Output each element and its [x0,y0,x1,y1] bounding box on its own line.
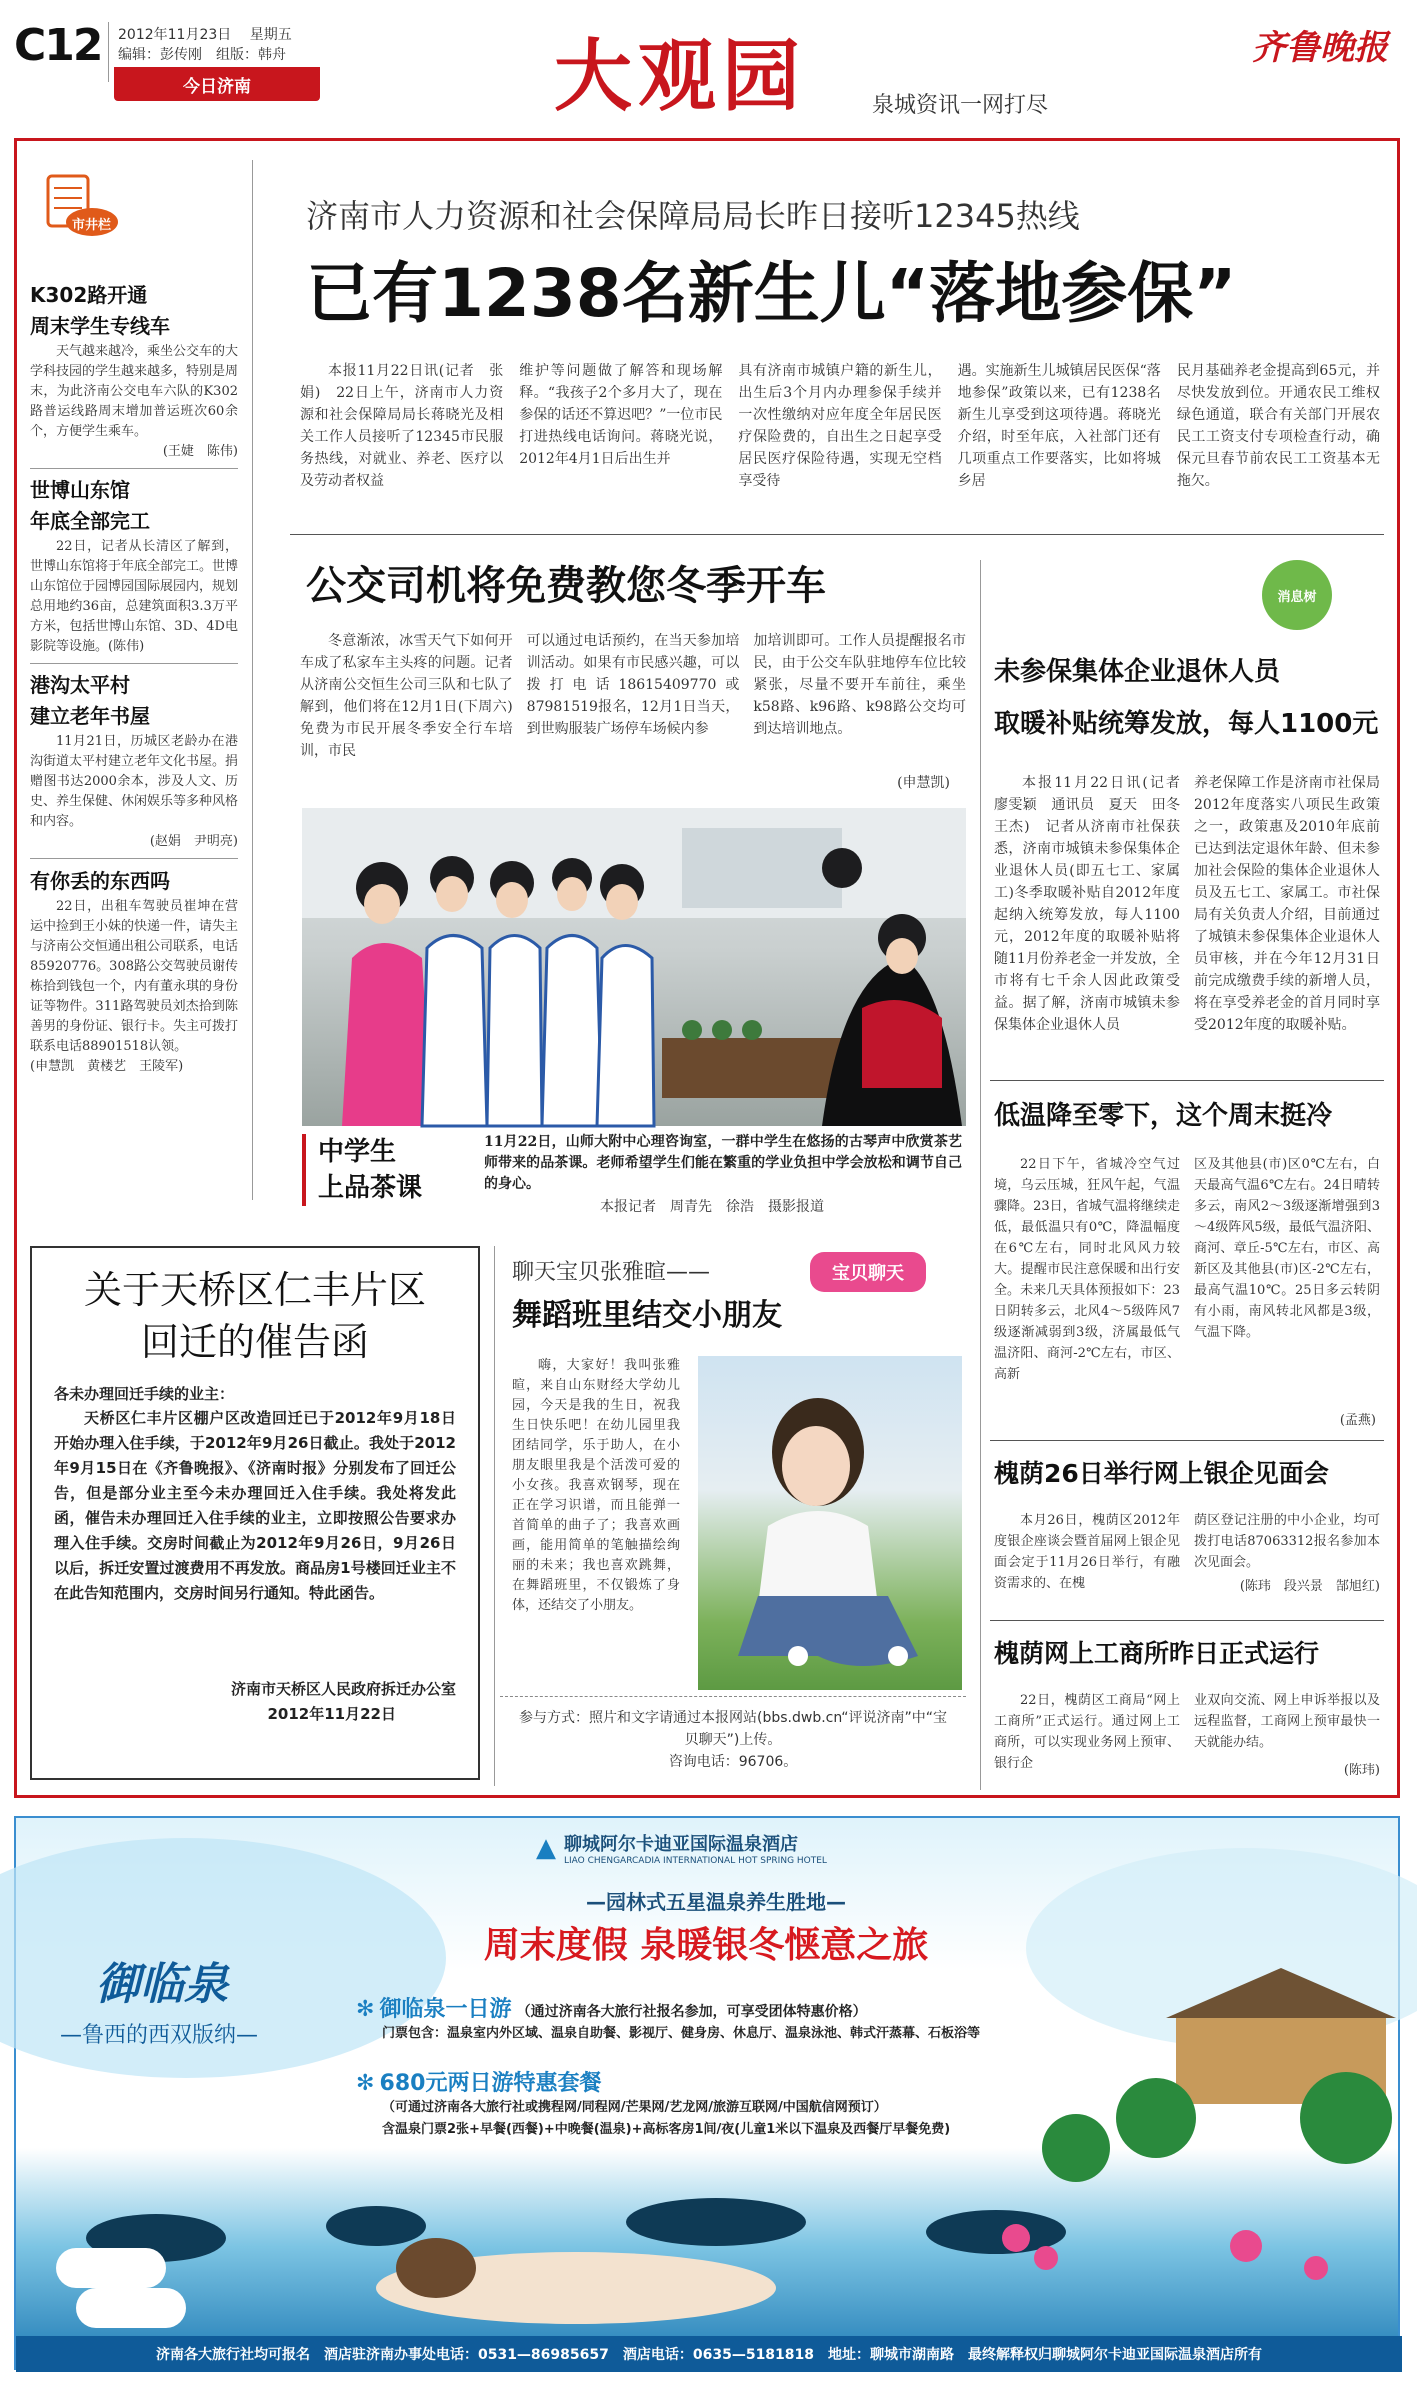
huaiyin2-byline: (陈玮) [1343,1763,1380,1778]
ad-item-2 [356,2066,1136,2141]
kids-phone: 咨询电话：96706。 [668,1754,798,1770]
lead-col: 具有济南市城镇户籍的新生儿，出生后3个月内办理参保手续并一次性缴纳对应年度全年居民医疗保险费的，自出生之日起享受居民医疗保险待遇，实现无空档享受待 [738,363,942,489]
notice-title1: 关于天桥区仁丰片区 [83,1268,426,1312]
bus-col: 加培训即可。工作人员提醒报名市民，由于公交车队驻地停车位比较紧张，尽量不要开车前往，乘坐k58路、k96路、k98路公交均可到达培训地点。 [753,633,967,737]
brief-body: 11月21日，历城区老龄办在港沟街道太平村建立老年文化书屋。捐赠图书达2000余本，涉及人文、历史、养生保健、休闲娱乐等多种风格和内容。 [30,734,239,829]
ad-brand-sub: —鲁西的西双版纳— [60,2023,259,2048]
ad-item2-detail: 含温泉门票2张+早餐(西餐)+中晚餐(温泉)+高标客房1间/夜(儿童1米以下温泉及西餐厅早餐免费) [382,2122,951,2137]
bus-col: 冬意渐浓，冰雪天气下如何开车成了私家车主头疼的问题。记者从济南公交恒生公司三队和七队了解到，他们将在12月1日(下周六)免费为市民开展冬季安全行车培训，市民 [300,633,513,759]
notice-salute: 各未办理回迁手续的业主： [54,1385,235,1403]
ad-item1-detail: 门票包含：温泉室内外区域、温泉自助餐、影视厅、健身房、休息厅、温泉泳池、韩式汗蒸幕、石板浴等 [382,2026,981,2041]
brief-byline: (赵娟 尹明亮) [149,834,238,849]
brief-badge-label: 市井栏 [72,218,112,233]
weather-headline: 低温降至零下，这个周末挺冷 [994,1101,1333,1131]
brief-column [30,280,238,1077]
brief-body: 天气越来越冷，乘坐公交车的大学科技园的学生越来越多，特别是周末，为此济南公交电车六队的K302路普运线路周末增加普运班次60余个，方便学生乘车。 [30,344,239,439]
ad-footer-text: 济南各大旅行社均可报名 酒店驻济南办事处电话：0531—86985657 酒店电话：0635—5181818 地址：聊城市湖南路 最终解释权归聊城阿尔卡迪亚国际温泉酒店所有 [155,2347,1263,2363]
paper-logo: 齐鲁晚报 [1252,28,1388,68]
page-number: C12 [14,20,102,71]
ad-tagline: —园林式五星温泉养生胜地— [586,1890,846,1914]
lead-col: 遇。实施新生儿城镇居民医保“落地参保”政策以来，已有1238名新生儿享受到这项待遇。蒋晓光介绍，时至年底，入社部门还有几项重点工作要落实，比如将城乡居 [957,363,1161,489]
column-rule [494,1246,495,1786]
notice-title2: 回迁的催告函 [140,1320,369,1364]
divider [30,663,238,664]
kids-kicker: 聊天宝贝张雅暄—— [512,1260,711,1285]
huaiyin1-headline: 槐荫26日举行网上银企见面会 [994,1459,1329,1488]
lead-col: 维护等问题做了解答和现场解释。“我孩子2个多月大了，现在参保的话还不算迟吧？”一位市民打进热线电话询问。蒋晓光说，2012年4月1日后出生并 [519,363,723,467]
ad-brand: 御临泉 [96,1959,228,2010]
huaiyin2-col: 业双向交流、网上申诉举报以及远程监督，工商网上预审最快一天就能办结。 [1194,1693,1380,1750]
retire-col: 养老保障工作是济南市社保局2012年度落实八项民生政策之一，政策惠及2010年底前已达到法定退休年龄、但未参加社会保险的集体企业退休人员及五七工、家属工。市社保局有关负责人介绍，目前通过了城镇未参保集体企业退休人员审核，并在今年12月31日前完成缴费手续的新增人员，将在享受养老金的首月同时享受2012年度的取暖补贴。 [1194,775,1380,1033]
kids-badge-label: 宝贝聊天 [832,1263,904,1284]
brief-badge [40,170,120,240]
ad-footer [16,2336,1402,2372]
tea-credit: 本报记者 周青先 徐浩 摄影报道 [600,1199,824,1215]
section-rule [290,534,1384,535]
brief-item [30,475,238,657]
brief-body: 22日，出租车驾驶员崔坤在营运中捡到王小妹的快递一件，请失主与济南公交恒通出租公司联系，电话85920776。308路公交驾驶员谢传栋拾到钱包一个，内有董永琪的身份证等物件。311路驾驶员刘杰拾到陈善男的身份证、银行卡。失主可拨打联系电话88901518认领。 [30,899,239,1054]
column-rule [252,160,253,1200]
tea-title-line2: 上品茶课 [318,1173,423,1203]
retire-columns [994,772,1380,1062]
brief-item [30,280,238,462]
bus-headline: 公交司机将免费教您冬季开车 [306,563,826,609]
retire-headline1: 未参保集体企业退休人员 [994,657,1281,687]
notice-box [30,1246,480,1780]
notice-body: 天桥区仁丰片区棚户区改造回迁已于2012年9月18日开始办理入住手续，于2012年9月26日截止。我处于2012年9月15日在《齐鲁晚报》、《济南时报》分别发布了回迁公告，但是部分业主至今未办理回迁入住手续。我处将发此函，催告未办理回迁入住手续的业主，立即按照公告要求办理入住手续。交房时间截止为2012年9月26日，9月26日以后，拆迁安置过渡费用不再发放。商品房1号楼回迁业主不在此告知范围内，交房时间另行通知。特此函告。 [54,1409,456,1602]
brief-subtitle: 年底全部完工 [30,509,150,533]
weather-col: 22日下午，省城冷空气过境，乌云压城，狂风午起，气温骤降。23日，省城气温将继续走低，最低温只有0℃，降温幅度在6℃左右，同时北风风力较大。提醒市民注意保暖和出行安全。未来几天具体预报如下：23日阴转多云，北风4～5级阵风7级逐渐减弱到3级，济属最低气温济阳、商河-2℃左右，市区、高新 [994,1157,1180,1382]
brief-title: 世博山东馆 [30,478,130,502]
date-line [118,24,292,44]
asterisk-icon: ✻ [356,1997,375,2022]
asterisk-icon: ✻ [356,2071,375,2096]
ad-banner[interactable] [14,1816,1400,2370]
bus-col: 可以通过电话预约，在当天参加培训活动。如果有市民感兴趣，可以拨打电话18615409770或87981519报名，12月1日当天，到世购服装广场停车场候内参 [526,633,740,737]
header-divider [108,22,109,82]
section-rule [990,1440,1384,1441]
bus-byline: (申慧凯) [897,775,950,791]
students-illustration [302,808,966,1126]
brief-item [30,865,238,1077]
brief-byline: (申慧凯 黄楼艺 王陵军) [30,1059,184,1074]
bus-columns [300,630,966,780]
weather-byline: (孟燕) [1339,1413,1376,1428]
weather-col: 区及其他县(市)区0℃左右，白天最高气温6℃左右。24日晴转多云，南风2～3级逐渐增强到3～4级阵风5级，最低气温济阳、商河、章丘-5℃左右，市区、高新区及其他县(市)区-2℃左右，最高气温10℃。25日多云转阴有小雨，南风转北风都是3级，气温下降。 [1194,1157,1380,1340]
kids-participate: 参与方式：照片和文字请通过本报网站(bbs.dwb.cn“评说济南”中“宝贝聊天”)上传。 [519,1710,947,1748]
huaiyin1-col: 本月26日，槐荫区2012年度银企座谈会暨首届网上银企见面会定于11月26日举行，有融资需求的、在槐 [994,1513,1180,1591]
brief-title: K302路开通 [30,283,148,307]
notice-signature: 济南市天桥区人民政府拆迁办公室 [230,1680,456,1698]
hotel-name: 聊城阿尔卡迪亚国际温泉酒店 [564,1834,798,1855]
brief-byline: (王婕 陈伟) [162,444,238,459]
brief-item [30,670,238,852]
retire-headline2: 取暖补贴统筹发放，每人1100元 [994,709,1379,739]
tree-icon [1262,560,1332,630]
brief-body: 22日，记者从长清区了解到，世博山东馆将于年底全部完工。世博山东馆位于园博园国际展园内，规划总用地约36亩，总建筑面积3.3万平方米，包括世博山东馆、3D、4D电影院等设施。(陈伟) [30,539,239,654]
lead-kicker: 济南市人力资源和社会保障局局长昨日接听12345热线 [306,197,1080,235]
lead-col: 民月基础养老金提高到65元，并尽快发放到位。开通农民工维权绿色通道，联合有关部门开展农民工工资支付专项检查行动，确保元旦春节前农民工工资基本无拖欠。 [1176,363,1381,489]
editor-line: 编辑：彭传刚 组版：韩舟 [118,47,286,63]
tea-caption-title [302,1134,452,1206]
huaiyin1-col: 荫区登记注册的中小企业，均可拨打电话87063312报名参加本次见面会。 [1194,1513,1380,1570]
ad-item1-title: 御临泉一日游 [379,1997,512,2022]
huaiyin2-headline: 槐荫网上工商所昨日正式运行 [994,1639,1320,1668]
section-tab-label: 今日济南 [183,76,251,97]
kids-headline: 舞蹈班里结交小朋友 [512,1298,782,1333]
divider [30,468,238,469]
section-tab[interactable] [114,67,320,101]
kids-badge [810,1252,926,1292]
tea-title-line1: 中学生 [318,1137,397,1167]
child-illustration [698,1356,962,1690]
lead-columns [300,360,1380,520]
masthead-title: 大观园 [554,31,807,122]
tea-class-photo [302,808,966,1126]
kids-body: 嗨，大家好！我叫张雅暄，来自山东财经大学幼儿园，今天是我的生日，祝我生日快乐吧！在幼儿园里我团结同学，乐于助人，在小朋友眼里我是个活泼可爱的小女孩。我喜欢钢琴，现在正在学习识谱，而且能弹一首简单的曲子了；我喜欢画画，能用简单的笔触描绘绚丽的未来；我也喜欢跳舞，在舞蹈班里，不仅锻炼了身体，还结交了小朋友。 [512,1358,680,1613]
kids-participate-box [500,1696,966,1788]
masthead-slogan: 泉城资讯一网打尽 [872,93,1049,118]
brief-subtitle: 周末学生专线车 [30,314,170,338]
divider [30,858,238,859]
section-rule [990,1080,1384,1081]
ad-item2-title: 680元两日游特惠套餐 [379,2071,602,2096]
section-rule [990,1620,1384,1621]
issue-date: 2012年11月23日 [118,27,232,43]
weather-columns [994,1154,1380,1410]
hotel-a-icon: ▲ [536,1833,556,1863]
brief-title: 港沟太平村 [30,673,130,697]
hotel-name-en: LIAO CHENGARCADIA INTERNATIONAL HOT SPRING HOTEL [564,1856,827,1866]
tea-caption: 11月22日，山师大附中心理咨询室，一群中学生在悠扬的古琴声中欣赏茶艺师带来的品茶课。老师希望学生们能在繁重的学业负担中学会放松和调节自己的身心。 [484,1134,962,1192]
retire-col: 本报11月22日讯(记者 廖雯颖 通讯员 夏天 田冬 王杰) 记者从济南市社保获悉，济南市城镇未参保集体企业退休人员(即五七工、家属工)冬季取暖补贴自2012年度起纳入统筹发放，每人1100元，2012年度的取暖补贴将随11月份养老金一并发放，全市将有七千余人因此政策受益。据了解，济南市城镇未参保集体企业退休人员 [994,775,1194,1033]
issue-weekday: 星期五 [249,27,292,43]
lead-col: 本报11月22日讯(记者 张娟) 22日上午，济南市人力资源和社会保障局局长蒋晓光及相关工作人员接听了12345市民服务热线，对就业、养老、医疗以及劳动者权益 [300,363,504,489]
child-photo [698,1356,962,1690]
ad-item2-note: （可通过济南各大旅行社或携程网/同程网/芒果网/艺龙网/旅游互联网/中国航信网预订） [382,2100,887,2115]
hotel-logo [536,1830,827,1866]
column-rule [980,560,981,1790]
retire-badge-label: 消息树 [1277,589,1317,605]
huaiyin1-byline: (陈玮 段兴景 郜旭红) [1239,1579,1380,1594]
ad-item-1 [356,1992,1116,2045]
ad-item1-note: （通过济南各大旅行社报名参加，可享受团体特惠价格） [516,2004,867,2020]
notice-date: 2012年11月22日 [267,1705,396,1723]
brief-title: 有你丢的东西吗 [30,869,170,893]
brief-subtitle: 建立老年书屋 [30,704,150,728]
ad-headline: 周末度假 泉暖银冬惬意之旅 [483,1925,929,1966]
huaiyin2-col: 22日，槐荫区工商局“网上工商所”正式运行。通过网上工商所，可以实现业务网上预审、银行企 [994,1693,1180,1771]
lead-headline: 已有1238名新生儿“落地参保” [306,255,1237,332]
